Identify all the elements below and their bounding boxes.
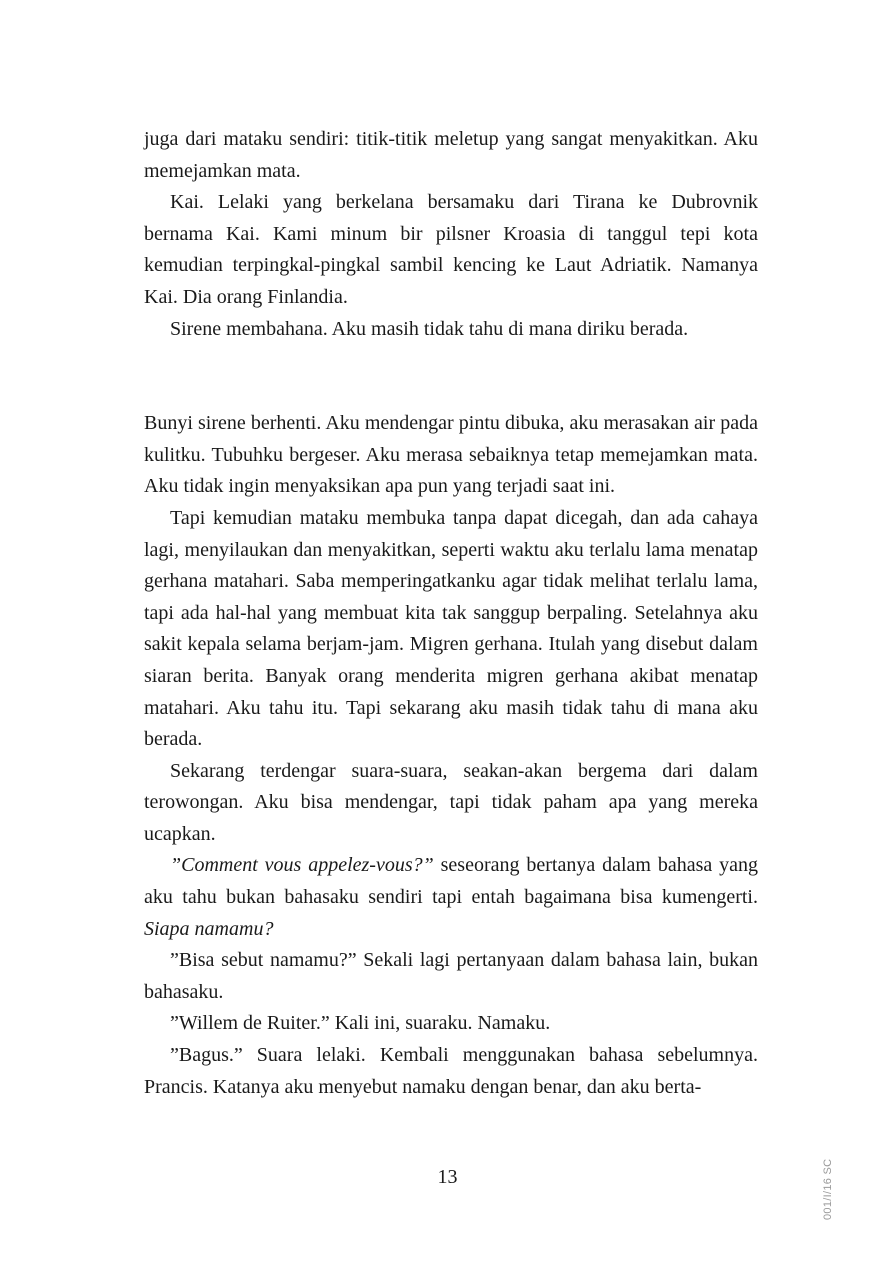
french-question: ”Comment vous appelez-vous?”	[170, 854, 434, 877]
page-body	[144, 124, 758, 1103]
paragraph-8: ”Bisa sebut namamu?” Sekali lagi pertanyaan dalam bahasa lain, bukan bahasaku.	[144, 949, 758, 1003]
print-code: 001/I/16 SC	[822, 1158, 834, 1220]
paragraph-1: juga dari mataku sendiri: titik-titik meletup yang sangat menyakitkan. Aku memejamkan mata.	[144, 128, 758, 182]
section-break	[144, 345, 758, 408]
paragraph-7-text: seseorang bertanya dalam bahasa yang aku tahu bukan bahasaku sendiri tapi entah bagaimana bisa kumengerti.	[144, 854, 758, 909]
paragraph-5: Tapi kemudian mataku membuka tanpa dapat dicegah, dan ada cahaya lagi, menyilaukan dan menyakitkan, seperti waktu aku terlalu lama menatap gerhana matahari. Saba memperingatkanku agar tidak melihat terlalu lama, tapi ada hal-hal yang membuat kita tak sanggup berpaling. Setelahnya aku sakit kepala selama berjam-jam. Migren gerhana. Itulah yang disebut dalam siaran berita. Banyak orang menderita migren gerhana akibat menatap matahari. Aku tahu itu. Tapi sekarang aku masih tidak tahu di mana aku berada.	[144, 506, 758, 751]
paragraph-10: ”Bagus.” Suara lelaki. Kembali menggunakan bahasa sebelumnya. Prancis. Katanya aku menyebut namaku dengan benar, dan aku berta-	[144, 1044, 758, 1098]
paragraph-2: Kai. Lelaki yang berkelana bersamaku dari Tirana ke Dubrovnik bernama Kai. Kami minum bir pilsner Kroasia di tanggul tepi kota kemudian terpingkal-pingkal sambil kencing ke Laut Adriatik. Namanya Kai. Dia orang Finlandia.	[144, 191, 758, 308]
paragraph-7	[144, 850, 758, 945]
paragraph-4: Bunyi sirene berhenti. Aku mendengar pintu dibuka, aku merasakan air pada kulitku. Tubuhku bergeser. Aku merasa sebaiknya tetap memejamkan mata. Aku tidak ingin menyaksikan apa pun yang terjadi saat ini.	[144, 412, 758, 498]
paragraph-6: Sekarang terdengar suara-suara, seakan-akan bergema dari dalam terowongan. Aku bisa mendengar, tapi tidak paham apa yang mereka ucapkan.	[144, 759, 758, 845]
paragraph-9: ”Willem de Ruiter.” Kali ini, suaraku. Namaku.	[170, 1012, 551, 1035]
translated-question: Siapa namamu?	[144, 917, 274, 940]
paragraph-3: Sirene membahana. Aku masih tidak tahu di mana diriku berada.	[170, 317, 689, 340]
page-number: 13	[437, 1166, 458, 1188]
